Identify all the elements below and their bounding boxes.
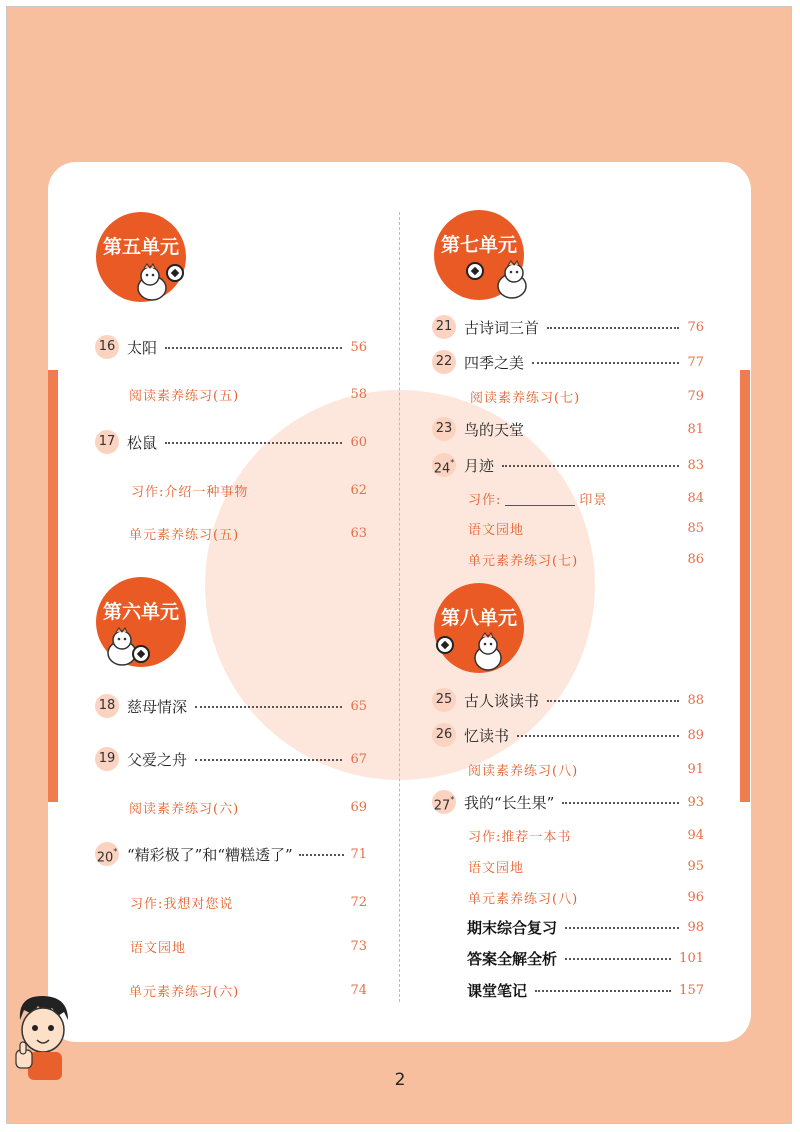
- soccer-ball-icon: [436, 636, 454, 654]
- column-divider: [399, 212, 400, 1002]
- toc-row[interactable]: [129, 522, 367, 544]
- toc-row[interactable]: [432, 351, 704, 373]
- leader-dots: [532, 362, 679, 364]
- leader-dots: [562, 802, 679, 804]
- unit-5-title: 第五单元: [102, 236, 179, 258]
- toc-row[interactable]: [467, 916, 704, 938]
- exercise-title: 习作:: [468, 492, 502, 508]
- page-number: 63: [350, 525, 367, 541]
- toc-row[interactable]: [95, 695, 367, 717]
- toc-row[interactable]: [468, 758, 704, 780]
- leader-dots: [517, 735, 679, 737]
- leader-dots: [535, 990, 671, 992]
- lesson-number: 25: [432, 688, 456, 712]
- lesson-number: 21: [432, 315, 456, 339]
- fill-in-blank: [505, 491, 575, 506]
- lesson-number: 16: [95, 335, 119, 359]
- lesson-number: 23: [432, 417, 456, 441]
- lesson-title: 父爱之舟: [127, 750, 188, 769]
- toc-row[interactable]: [468, 824, 704, 846]
- lesson-title: 四季之美: [464, 353, 525, 372]
- right-accent-bar: [740, 370, 750, 802]
- exercise-title: 单元素养练习(六): [129, 984, 240, 1000]
- leader-dots: [547, 700, 679, 702]
- page-number: 65: [350, 698, 367, 714]
- page-number: 79: [687, 388, 704, 404]
- toc-row[interactable]: [432, 724, 704, 746]
- page-number: 67: [350, 751, 367, 767]
- exercise-title: 习作:推荐一本书: [468, 829, 572, 845]
- page-number: 85: [687, 520, 704, 536]
- page-number: 76: [687, 319, 704, 335]
- exercise-title: 语文园地: [130, 940, 187, 956]
- dinosaur-mascot-icon: [466, 630, 510, 672]
- section-title: 答案全解全析: [467, 949, 558, 968]
- leader-dots: [565, 927, 679, 929]
- leader-dots: [299, 854, 345, 856]
- page-number: 74: [350, 982, 367, 998]
- lesson-title: 忆读书: [464, 726, 510, 745]
- toc-row[interactable]: [130, 891, 367, 913]
- page-number: 96: [687, 889, 704, 905]
- page-number: 69: [350, 799, 367, 815]
- page-number: 98: [687, 919, 704, 935]
- leader-dots: [195, 706, 342, 708]
- exercise-title: 习作:我想对您说: [130, 896, 234, 912]
- toc-row[interactable]: [468, 855, 704, 877]
- leader-dots: [547, 327, 679, 329]
- toc-row[interactable]: [95, 748, 367, 770]
- toc-row[interactable]: [468, 517, 704, 539]
- exercise-title: 阅读素养练习(六): [129, 801, 240, 817]
- page-number: 157: [679, 982, 704, 998]
- exercise-title: 阅读素养练习(八): [468, 763, 579, 779]
- exercise-title: 语文园地: [468, 860, 525, 876]
- page-number: 62: [350, 482, 367, 498]
- page-number: 77: [687, 354, 704, 370]
- leader-dots: [532, 429, 679, 431]
- section-title: 期末综合复习: [467, 918, 558, 937]
- leader-dots: [195, 759, 342, 761]
- leader-dots: [165, 347, 342, 349]
- dinosaur-mascot-icon: [490, 258, 534, 300]
- page-number: 56: [350, 339, 367, 355]
- lesson-number: 27*: [432, 790, 456, 814]
- toc-row[interactable]: [129, 979, 367, 1001]
- exercise-title: 阅读素养练习(七): [470, 390, 581, 406]
- toc-row[interactable]: [130, 935, 367, 957]
- toc-row[interactable]: [95, 336, 367, 358]
- lesson-title: 慈母情深: [127, 697, 188, 716]
- page-number: 91: [687, 761, 704, 777]
- lesson-title: 松鼠: [127, 433, 158, 452]
- page-number: 94: [687, 827, 704, 843]
- unit-6-title: 第六单元: [102, 601, 179, 623]
- page-number: 89: [687, 727, 704, 743]
- lesson-number: 19: [95, 747, 119, 771]
- lesson-number: 26: [432, 723, 456, 747]
- exercise-title: 语文园地: [468, 522, 525, 538]
- page-number: 58: [350, 386, 367, 402]
- lesson-number: 20*: [95, 842, 119, 866]
- exercise-title: 阅读素养练习(五): [129, 388, 240, 404]
- soccer-ball-icon: [132, 645, 150, 663]
- left-accent-bar: [48, 370, 58, 802]
- exercise-title-suffix: 印景: [579, 492, 608, 508]
- soccer-ball-icon: [166, 264, 184, 282]
- toc-row[interactable]: [129, 796, 367, 818]
- lesson-number: 17: [95, 430, 119, 454]
- lesson-number: 18: [95, 694, 119, 718]
- toc-row[interactable]: [470, 385, 704, 407]
- toc-row[interactable]: [129, 383, 367, 405]
- exercise-title: 单元素养练习(八): [468, 891, 579, 907]
- page-number: 73: [350, 938, 367, 954]
- toc-row[interactable]: [467, 947, 704, 969]
- toc-row[interactable]: [432, 418, 704, 440]
- lesson-title: 鸟的天堂: [464, 420, 525, 439]
- toc-row[interactable]: [467, 979, 704, 1001]
- page-number: 72: [350, 894, 367, 910]
- lesson-title: 古诗词三首: [464, 318, 540, 337]
- lesson-title: “精彩极了”和“糟糕透了”: [127, 845, 293, 864]
- exercise-title: 单元素养练习(七): [468, 553, 579, 569]
- page-number: 93: [687, 794, 704, 810]
- section-title: 课堂笔记: [467, 981, 528, 1000]
- lesson-number: 22: [432, 350, 456, 374]
- toc-row[interactable]: [95, 431, 367, 453]
- toc-row[interactable]: [468, 487, 704, 509]
- soccer-ball-icon: [466, 262, 484, 280]
- toc-row[interactable]: [468, 548, 704, 570]
- page-number: 95: [687, 858, 704, 874]
- page-number: 71: [350, 846, 367, 862]
- cartoon-boy-thumbs-up-icon: [10, 990, 76, 1082]
- lesson-title: 古人谈读书: [464, 691, 540, 710]
- unit-7-title: 第七单元: [440, 234, 517, 256]
- unit-8-title: 第八单元: [440, 607, 517, 629]
- page-number: 83: [687, 457, 704, 473]
- lesson-number: 24*: [432, 453, 456, 477]
- toc-row[interactable]: [432, 454, 704, 476]
- page-number: 60: [350, 434, 367, 450]
- page-number: 84: [687, 490, 704, 506]
- exercise-title: 单元素养练习(五): [129, 527, 240, 543]
- page-number: 101: [679, 950, 704, 966]
- toc-row[interactable]: [131, 479, 367, 501]
- lesson-title: 我的“长生果”: [464, 793, 555, 812]
- page-number: 81: [687, 421, 704, 437]
- toc-row[interactable]: [432, 689, 704, 711]
- toc-row[interactable]: [432, 316, 704, 338]
- toc-row[interactable]: [468, 886, 704, 908]
- leader-dots: [502, 465, 679, 467]
- leader-dots: [565, 958, 671, 960]
- page-footer-number: 2: [394, 1070, 406, 1090]
- lesson-title: 太阳: [127, 338, 158, 357]
- toc-row[interactable]: [432, 791, 704, 813]
- toc-row[interactable]: [95, 843, 367, 865]
- page-number: 88: [687, 692, 704, 708]
- lesson-title: 月迹: [464, 456, 495, 475]
- leader-dots: [165, 442, 342, 444]
- exercise-title: 习作:介绍一种事物: [131, 484, 249, 500]
- page-number: 86: [687, 551, 704, 567]
